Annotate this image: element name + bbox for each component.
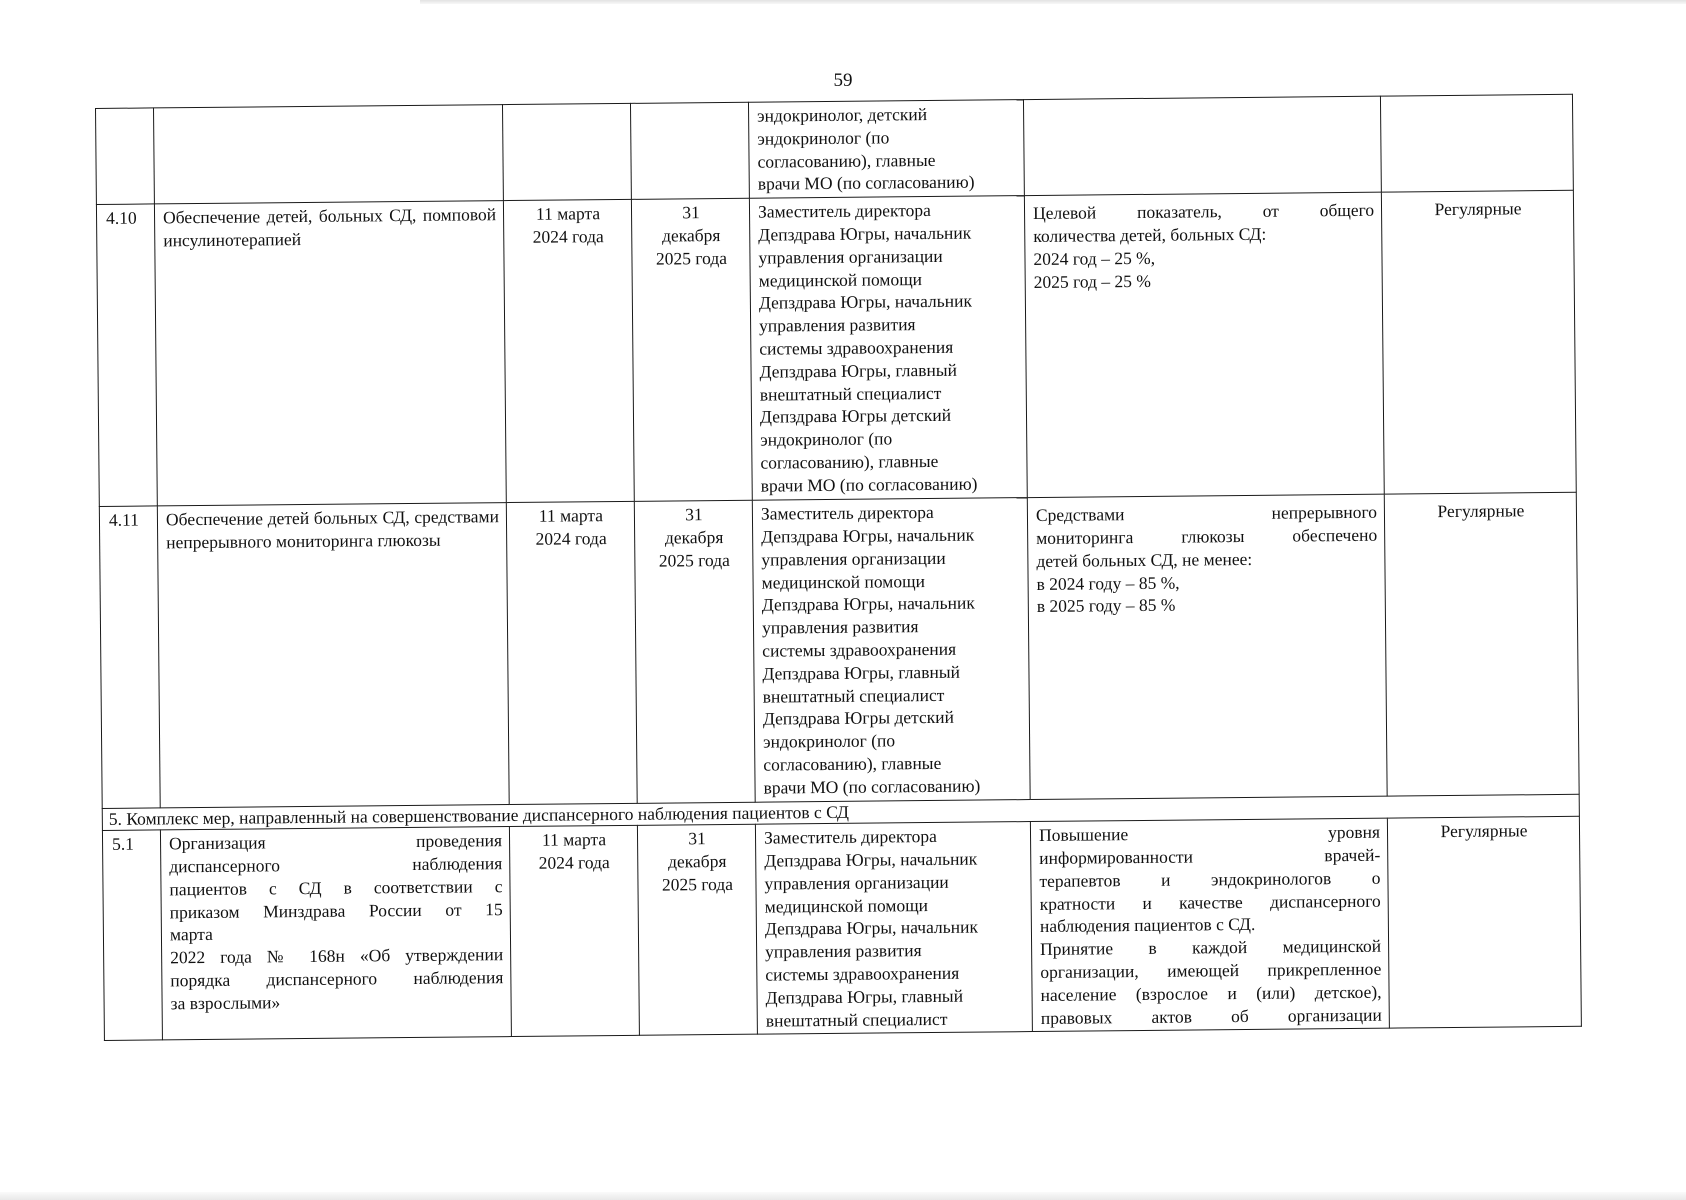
table-row-4-11 (99, 492, 1579, 808)
cell-type: Регулярные (1387, 816, 1581, 1028)
cell-end: 31 декабря 2025 года (631, 198, 752, 501)
cell-type: Регулярные (1381, 191, 1576, 495)
table-row-continuation (96, 94, 1574, 204)
cell-name: Обеспечение детей, больных СД, помповой инсулинотерапией (154, 201, 506, 506)
cell-indicator: Целевой показатель, от общего количества детей, больных СД: 2024 год – 25 %, 2025 год – 25 % (1024, 192, 1384, 497)
scan-edge-bottom (0, 1192, 1686, 1200)
cell-name: Обеспечение детей больных СД, средствами непрерывного мониторинга глюкозы (157, 503, 509, 808)
table-row-5-1 (102, 816, 1581, 1040)
cell-start: 11 марта 2024 года (506, 502, 637, 805)
cell-name (154, 105, 504, 205)
section-title: 5. Комплекс мер, направленный на совершенствование диспансерного наблюдения пациентов с СД (102, 794, 1579, 830)
cell-type (1380, 94, 1573, 192)
cell-type: Регулярные (1384, 492, 1579, 796)
cell-end: 31 декабря 2025 года (634, 500, 755, 803)
cell-num: 4.10 (96, 204, 157, 507)
table-row-4-10 (96, 191, 1576, 507)
cell-start: 11 марта 2024 года (509, 826, 639, 1037)
cell-end (630, 102, 749, 199)
cell-responsible: Заместитель директора Депздрава Югры, начальник управления организации медицинской помощи Депздрава Югры, начальник управления развития системы здравоохранения Депздрава Югры, главный внештатный специалист Депздрава Югры детский эндокринолог (по согласованию), главные врачи МО (по согласованию) (749, 196, 1027, 501)
scan-edge-top (420, 0, 1686, 4)
cell-num (96, 108, 155, 205)
cell-responsible: эндокринолог, детский эндокринолог (по согласованию), главные врачи МО (по согласованию) (748, 100, 1024, 199)
cell-indicator (1023, 96, 1381, 196)
cell-start: 11 марта 2024 года (503, 200, 634, 503)
cell-end: 31 декабря 2025 года (637, 824, 757, 1035)
page-number: 59 (833, 70, 853, 91)
cell-num: 4.11 (99, 506, 160, 809)
measures-table (95, 94, 1582, 1042)
cell-indicator: Повышение уровня информированности врачей- терапевтов и эндокринологов о кратности и качестве диспансерного наблюдения пациентов с СД. Принятие в каждой медицинской организации, имеющей прикрепленное население (взрослое и (или) детское), правовых актов об организации (1030, 818, 1389, 1032)
cell-indicator: Средствами непрерывного мониторинга глюкозы обеспечено детей больных СД, не менее: в 2024 году – 85 %, в 2025 году – 85 % (1027, 494, 1387, 799)
cell-start (502, 103, 631, 200)
cell-name: Организация проведения диспансерного наблюдения пациентов с СД в соответствии с приказом Минздрава России от 15 марта 2022 года № 168н «Об утверждении порядка диспансерного наблюдения за взрослыми» (160, 827, 511, 1041)
cell-responsible: Заместитель директора Депздрава Югры, начальник управления организации медицинской помощи Депздрава Югры, начальник управления развития системы здравоохранения Депздрава Югры, главный внештатный специалист (755, 822, 1032, 1035)
cell-num: 5.1 (102, 830, 162, 1041)
cell-responsible: Заместитель директора Депздрава Югры, начальник управления организации медицинской помощи Депздрава Югры, начальник управления развития системы здравоохранения Депздрава Югры, главный внештатный специалист Депздрава Югры детский эндокринолог (по согласованию), главные врачи МО (по согласованию) (752, 498, 1030, 803)
